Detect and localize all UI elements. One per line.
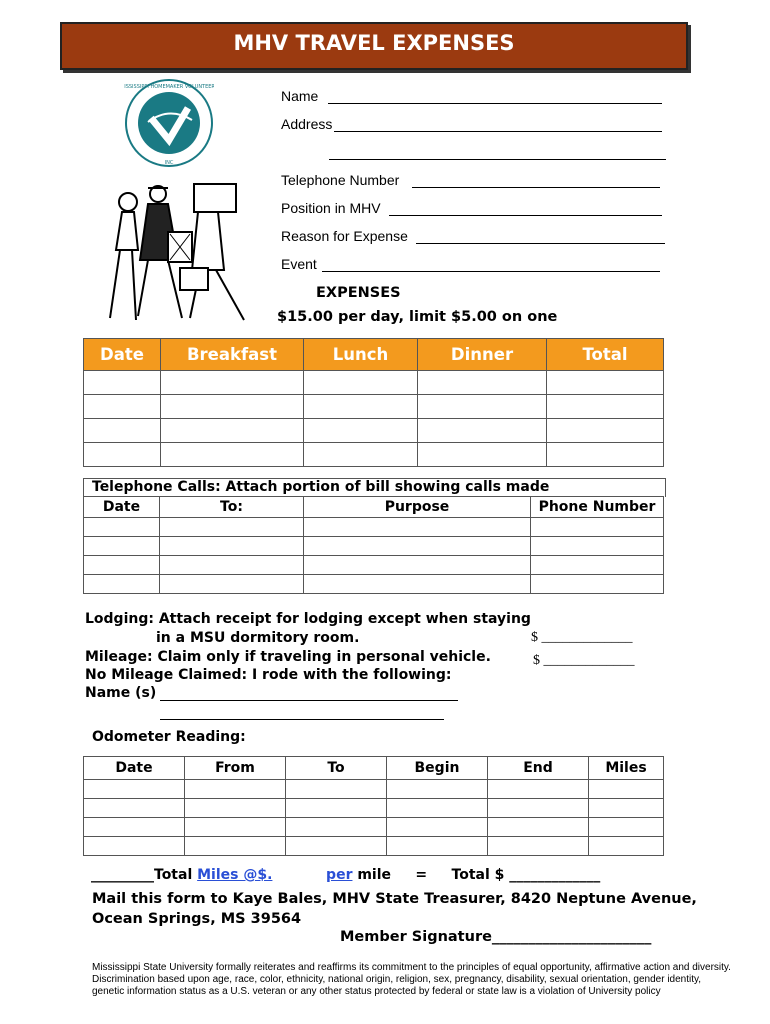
totals-line (91, 867, 600, 883)
member-signature[interactable]: Member Signature______________________ (340, 929, 652, 945)
table-row (84, 395, 664, 419)
phone-instruction: Telephone Calls: Attach portion of bill showing calls made (92, 479, 550, 495)
phone-header-date: Date (84, 497, 160, 518)
table-row (84, 780, 664, 799)
telephone-field[interactable] (412, 187, 660, 188)
position-field[interactable] (389, 215, 662, 216)
mail-line1: Mail this form to Kaye Bales, MHV State Treasurer, 8420 Neptune Avenue, (92, 891, 697, 907)
total-miles-blank[interactable]: _________ (91, 867, 154, 883)
mhv-logo (124, 78, 214, 172)
table-row (84, 575, 664, 594)
meals-header-breakfast: Breakfast (161, 339, 304, 371)
meals-header-dinner: Dinner (418, 339, 547, 371)
odometer-heading: Odometer Reading: (92, 729, 246, 745)
mileage-amount[interactable]: $ _____________ (533, 653, 635, 668)
table-row (84, 556, 664, 575)
mail-line2: Ocean Springs, MS 39564 (92, 911, 302, 927)
odo-header-to: To (286, 757, 387, 780)
event-label: Event (281, 256, 317, 272)
expenses-rate: $15.00 per day, limit $5.00 on one (277, 309, 558, 325)
phone-table (83, 496, 664, 594)
table-row (84, 799, 664, 818)
lodging-line2: in a MSU dormitory room. (156, 630, 360, 646)
travelers-illustration (98, 180, 248, 332)
name-field[interactable] (328, 103, 662, 104)
telephone-label: Telephone Number (281, 172, 400, 188)
mileage-note: Mileage: Claim only if traveling in personal vehicle. (85, 649, 491, 665)
lodging-line1: Lodging: Attach receipt for lodging except when staying (85, 611, 531, 627)
odo-header-miles: Miles (589, 757, 664, 780)
address-field-2[interactable] (329, 159, 666, 160)
grand-total-field[interactable]: Total $ _____________ (451, 867, 601, 883)
reason-field[interactable] (416, 243, 665, 244)
miles-rate-field[interactable]: Miles @$. (197, 867, 273, 883)
expenses-heading: EXPENSES (316, 285, 401, 301)
table-row (84, 818, 664, 837)
names-field-2[interactable] (160, 719, 444, 720)
mile-label: mile (357, 867, 392, 883)
odo-header-from: From (185, 757, 286, 780)
odo-header-end: End (488, 757, 589, 780)
table-row (84, 419, 664, 443)
event-field[interactable] (322, 271, 660, 272)
total-label: Total (154, 867, 193, 883)
phone-header-number: Phone Number (531, 497, 664, 518)
svg-text:MISSISSIPPI HOMEMAKER VOLUNTEE: MISSISSIPPI HOMEMAKER VOLUNTEERS (124, 84, 214, 90)
reason-label: Reason for Expense (281, 228, 408, 244)
meals-header-date: Date (84, 339, 161, 371)
names-label: Name (s) (85, 685, 157, 701)
meals-header-lunch: Lunch (304, 339, 418, 371)
name-label: Name (281, 88, 319, 104)
page-title: MHV TRAVEL EXPENSES (233, 31, 515, 55)
table-row (84, 537, 664, 556)
position-label: Position in MHV (281, 200, 381, 216)
table-row (84, 443, 664, 467)
disclaimer: Mississippi State University formally reiterates and reaffirms its commitment to the principles of equal opportunity, affirmative action and diversity. Discrimination based upon age, race, color, ethnicity, national origin, religion, sex, pregnancy, disability, sexual orientation, gender identity, genetic information status as a U.S. veteran or any other status protected by federal or state law is a violation of University policy (92, 962, 731, 997)
per-label: per (326, 867, 353, 883)
odo-header-date: Date (84, 757, 185, 780)
odometer-table (83, 756, 664, 856)
lodging-amount[interactable]: $ _____________ (531, 630, 633, 645)
svg-text:INC: INC (164, 160, 174, 166)
address-field[interactable] (334, 131, 662, 132)
phone-header-to: To: (160, 497, 304, 518)
no-mileage-note: No Mileage Claimed: I rode with the following: (85, 667, 452, 683)
odo-header-begin: Begin (387, 757, 488, 780)
table-row (84, 518, 664, 537)
meals-header-total: Total (547, 339, 664, 371)
phone-header-purpose: Purpose (304, 497, 531, 518)
address-label: Address (281, 116, 333, 132)
table-row (84, 837, 664, 856)
meals-table (83, 338, 664, 467)
names-field[interactable] (160, 700, 458, 701)
table-row (84, 371, 664, 395)
equals-sign: = (415, 867, 428, 883)
